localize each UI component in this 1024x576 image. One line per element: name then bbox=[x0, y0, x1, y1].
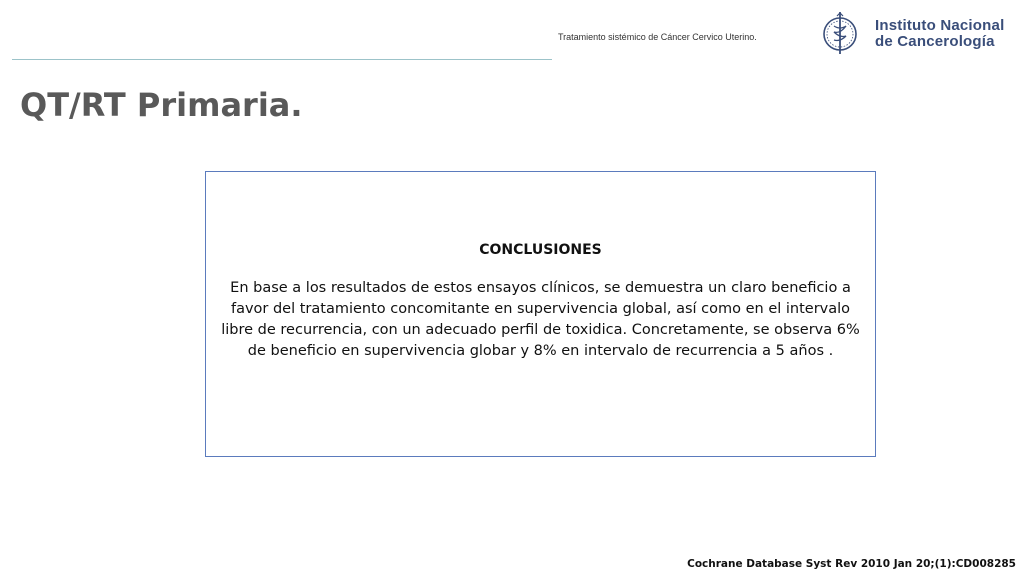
logo-line-1: Instituto Nacional bbox=[875, 17, 1005, 34]
logo-line-2: de Cancerología bbox=[875, 33, 995, 50]
conclusions-heading: CONCLUSIONES bbox=[479, 242, 602, 258]
header-subtitle: Tratamiento sistémico de Cáncer Cervico Uterino. bbox=[558, 32, 757, 42]
header-divider bbox=[12, 59, 552, 60]
citation: Cochrane Database Syst Rev 2010 Jan 20;(1):CD008285 bbox=[687, 558, 1016, 570]
conclusions-text: En base a los resultados de estos ensayos clínicos, se demuestra un claro beneficio a favor del tratamiento concomitante en supervivencia global, así como en el intervalo libre de recurrencia, con un adecuado perfil de toxidica. Concretamente, se observa 6% de beneficio en supervivencia globar y 8% en intervalo de recurrencia a 5 años . bbox=[221, 280, 860, 359]
conclusions-box bbox=[205, 171, 876, 457]
page-title: QT/RT Primaria. bbox=[20, 86, 303, 124]
institute-logo-text bbox=[875, 18, 1004, 50]
institute-seal-icon bbox=[820, 10, 860, 56]
